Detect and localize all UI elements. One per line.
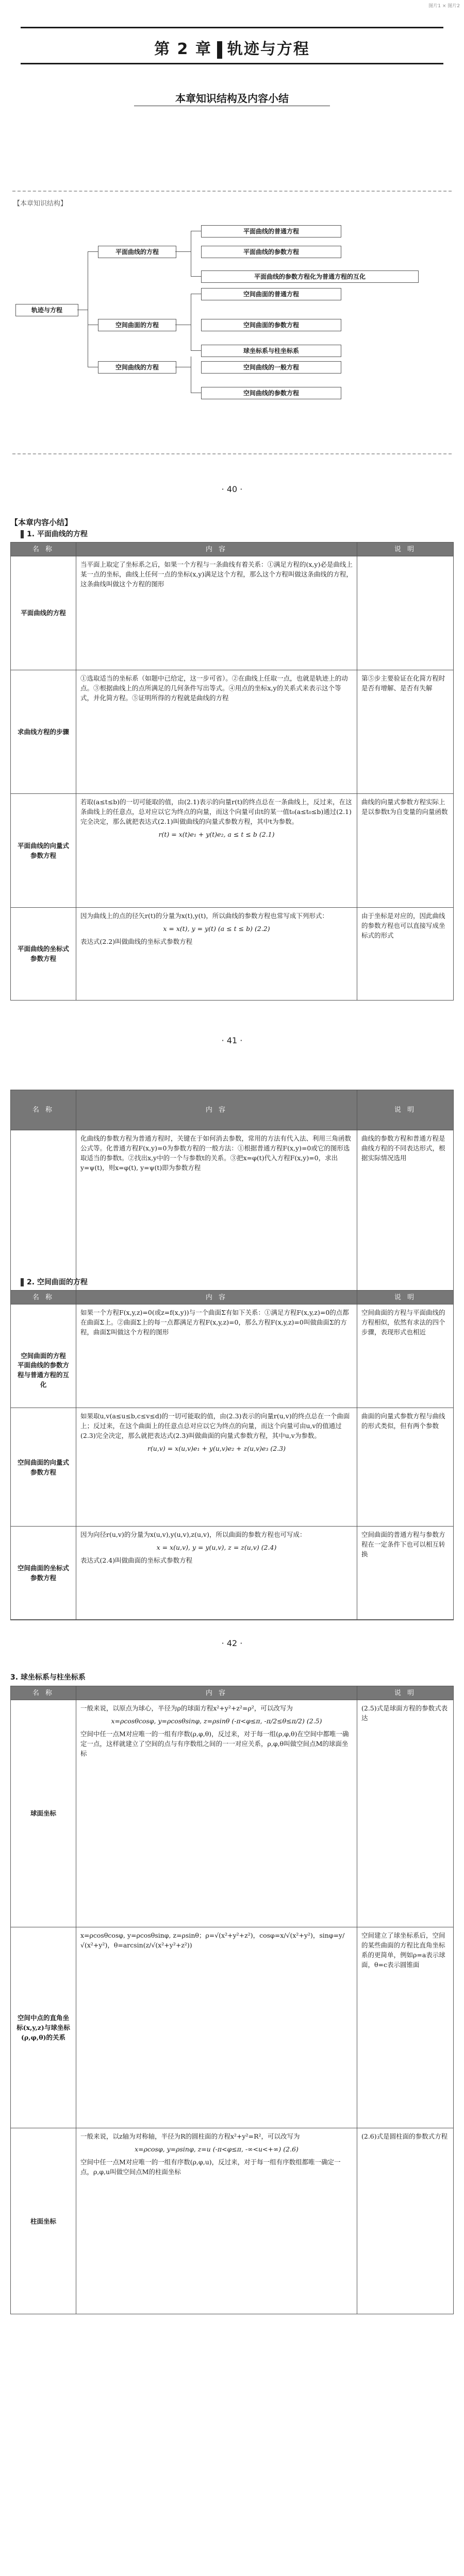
table-row xyxy=(11,670,454,794)
table-coordinates xyxy=(10,1686,454,2314)
col-content: 内 容 xyxy=(76,1090,357,1130)
col-content: 内 容 xyxy=(76,543,357,556)
table-row xyxy=(11,556,454,670)
col-note: 说 明 xyxy=(357,1686,454,1700)
col-note: 说 明 xyxy=(357,1291,454,1304)
row-content: 如果一个方程F(x,y,z)=0(或z=f(x,y))与一个曲面Σ有如下关系：①满足方程F(x,y,z)=0的点都在曲面Σ上。②曲面Σ上的每一点都满足方程F(x,y,z)=0，那么方程F(x,y,z)=0叫做曲面Σ的方程，曲面Σ叫做这个方程的图形 xyxy=(76,1304,357,1408)
tree-leaf: 球坐标系与柱坐标系 xyxy=(201,345,341,357)
chapter-top-rule xyxy=(21,27,443,28)
structure-border-bottom xyxy=(12,453,452,454)
row-note: 曲面的向量式参数方程与曲线的形式类似，但有两个参数 xyxy=(357,1408,454,1527)
row-name: 球面坐标 xyxy=(11,1700,76,1927)
table-row xyxy=(11,907,454,1000)
col-name: 名 称 xyxy=(11,1090,76,1130)
row-note: 曲线的向量式参数方程实际上是以参数t为自变量的向量函数 xyxy=(357,794,454,907)
row-name: 空间曲面的坐标式参数方程 xyxy=(11,1527,76,1620)
row-content xyxy=(76,1527,357,1620)
row-text: 空间中任一点M对应唯一的一组有序数(ρ,φ,u)，反过来，对于每一组有序数组都唯一确定一点，ρ,φ,u叫做空间点M的柱面坐标 xyxy=(80,2158,341,2176)
tree-level1-plane-curve: 平面曲线的方程 xyxy=(98,246,176,258)
corner-caption: 图片1 × 图片2 xyxy=(428,4,460,9)
chapter-title xyxy=(0,36,464,59)
table-plane-curve xyxy=(10,542,454,1001)
row-name: 空间曲面的向量式参数方程 xyxy=(11,1408,76,1527)
row-content xyxy=(76,1700,357,1927)
row-note: 空间曲面的普通方程与参数方程在一定条件下也可以相互转换 xyxy=(357,1527,454,1620)
row-note: 由于坐标是对应的，因此曲线的参数方程也可以直接写成坐标式的形式 xyxy=(357,907,454,1000)
col-content: 内 容 xyxy=(76,1291,357,1304)
tree-leaf: 空间曲面的参数方程 xyxy=(201,319,341,331)
tree-leaf: 平面曲线的普通方程 xyxy=(201,225,341,238)
row-content: 当平面上取定了坐标系之后，如果一个方程与一条曲线有着关系：①满足方程的(x,y)必是曲线上某一点的坐标，曲线上任何一点的坐标(x,y)满足这个方程，那么这个方程叫做这条曲线的方程，这条曲线叫做这个方程的图形 xyxy=(76,556,357,670)
section-heading: 3. 球坐标系与柱坐标系 xyxy=(10,1673,86,1682)
row-content xyxy=(76,2128,357,2314)
tree-leaf: 平面曲线的参数方程 xyxy=(201,246,341,258)
chapter-number: 第 2 章 xyxy=(154,40,212,58)
row-content xyxy=(76,907,357,1000)
section-bar-icon xyxy=(21,530,24,538)
row-content: ①选取适当的坐标系（如题中已给定，这一步可省）。②在曲线上任取一点，也就是轨迹上的动点。③根据曲线上的点所满足的几何条件写出等式。④用点的坐标x,y的关系式来表示这个等式，并化简方程。⑤证明所得的方程就是曲线的方程 xyxy=(76,670,357,794)
tree-connector xyxy=(191,276,201,277)
row-note: 空间曲面的方程与平面曲线的方程相似，依然有求法的四个步骤，表现形式也相近 xyxy=(357,1304,454,1408)
row-content: 化曲线的参数方程为普通方程时，关键在于如何消去参数，常用的方法有代入法、利用三角函数公式等。化普通方程F(x,y)=0为参数方程的一般方法：①根据普通方程F(x,y)=0或它的图形选取适当的参数t。②找出x,y中的一个与参数t的关系。③把x=φ(t)代入方程F(x,y)=0，求出y=ψ(t)，则x=φ(t), y=ψ(t)即为参数方程 xyxy=(76,1130,357,1620)
tree-leaf: 空间曲线的参数方程 xyxy=(201,387,341,399)
row-name: 求曲线方程的步骤 xyxy=(11,670,76,794)
page-number: · 42 · xyxy=(221,1638,243,1648)
section-bar-icon xyxy=(21,1278,24,1286)
row-text: 表达式(2.2)叫做曲线的坐标式参数方程 xyxy=(80,937,193,945)
formula: x = x(t), y = y(t) (a ≤ t ≤ b) (2.2) xyxy=(163,924,270,933)
row-name: 平面曲线的坐标式参数方程 xyxy=(11,907,76,1000)
table-row xyxy=(11,1527,454,1620)
table-row xyxy=(11,2128,454,2314)
row-text: 空间中任一点M对应唯一的一组有序数(ρ,φ,θ)，反过来，对于每一组(ρ,φ,θ)在空间中都唯一确定一点，这样就建立了空间的点与有序数组之间的一一对应关系，ρ,φ,θ叫做空间点M的球面坐标 xyxy=(80,1730,349,1758)
tree-connector xyxy=(175,251,191,252)
tree-level1-space-curve: 空间曲线的方程 xyxy=(98,361,176,374)
table-row xyxy=(11,1408,454,1527)
tree-connector xyxy=(191,350,201,351)
row-content xyxy=(76,794,357,907)
table-row xyxy=(11,1700,454,1927)
chapter-bar-icon xyxy=(217,41,222,59)
row-note: (2.6)式是圆柱面的参数式方程 xyxy=(357,2128,454,2314)
formula: x = x(u,v), y = y(u,v), z = z(u,v) (2.4) xyxy=(156,1544,277,1552)
row-name: 空间曲面的方程 xyxy=(11,1304,76,1408)
row-note: 第⑤步主要验证在化简方程时是否有增解、是否有失解 xyxy=(357,670,454,794)
row-note: (2.5)式是球面方程的参数式表达 xyxy=(357,1700,454,1927)
chapter-name: 轨迹与方程 xyxy=(227,40,310,58)
table-row xyxy=(11,1927,454,2128)
page-number: · 40 · xyxy=(221,484,243,494)
page-number: · 41 · xyxy=(221,1036,243,1045)
row-name: 平面曲线的方程 xyxy=(11,556,76,670)
content-summary-label: 【本章内容小结】 xyxy=(10,518,73,527)
table-row xyxy=(11,1304,454,1408)
row-note: 曲线的参数方程和普通方程是曲线方程的不同表达形式，根据实际情况选用 xyxy=(357,1130,454,1620)
section-heading: 1. 平面曲线的方程 xyxy=(21,529,88,539)
row-text: 如果取u,v(a≤u≤b,c≤v≤d)的一切可能取的值，由(2.3)表示的向量r(u,v)的终点总在一个曲面上；反过来，在这个曲面上的任意点总对应以它为终点的向量，而这个向量可由u,v的值通过(2.3)完全决定，那么就把表达式(2.3)叫做曲面的向量式参数方程，其中u,v为参数。 xyxy=(80,1412,350,1439)
formula: r(t) = x(t)e₁ + y(t)e₂, a ≤ t ≤ b (2.1) xyxy=(158,831,275,839)
row-text: 因为曲线上的点的径矢r(t)的分量为x(t),y(t)，所以曲线的参数方程也常写成下列形式： xyxy=(80,911,328,920)
tree-root: 轨迹与方程 xyxy=(15,304,78,316)
row-text: 表达式(2.4)叫做曲面的坐标式参数方程 xyxy=(80,1556,193,1565)
col-name: 名 称 xyxy=(11,543,76,556)
formula: r(u,v) = x(u,v)e₁ + y(u,v)e₂ + z(u,v)e₃ (2.3) xyxy=(147,1444,286,1452)
table-row xyxy=(11,794,454,907)
chapter-bottom-rule xyxy=(21,63,443,64)
row-text: 若取(a≤t≤b)的一切可能取的值，由(2.1)表示的向量r(t)的终点总在一条曲线上，反过来，在这条曲线上的任意点，总对应以它为终点的向量，而这个向量可由t的某一值t₀(a≤t₀≤b)通过(2.1)完全决定，那么就把表达式(2.1)叫做曲线的向量式参数方程，其中t为参数。 xyxy=(80,798,352,826)
table-surface xyxy=(10,1290,454,1620)
col-name: 名 称 xyxy=(11,1686,76,1700)
tree-leaf: 空间曲线的一般方程 xyxy=(201,361,341,374)
tree-connector xyxy=(88,251,98,252)
row-content: x=ρcosθcosφ, y=ρcosθsinφ, z=ρsinθ；ρ=√(x²+y²+z²)，cosφ=x/√(x²+y²)，sinφ=y/√(x²+y²)，θ=arcsin(z/√(x²+y²+z²)) xyxy=(76,1927,357,2128)
col-note: 说 明 xyxy=(357,1090,454,1130)
col-content: 内 容 xyxy=(76,1686,357,1700)
summary-title: 本章知识结构及内容小结 xyxy=(175,92,289,105)
row-note: 空间建立了球坐标系后，空间的某些曲面的方程比直角坐标系的更简单，例如ρ=a表示球面，θ=c表示圆锥面 xyxy=(357,1927,454,2128)
row-note xyxy=(357,556,454,670)
formula: x=ρcosφ, y=ρsinφ, z=u (-π<φ≤π, -∞<u<+∞) (2.6) xyxy=(135,2145,299,2154)
formula: x=ρcosθcosφ, y=ρcosθsinφ, z=ρsinθ (-π<φ≤π, -π/2≤θ≤π/2) (2.5) xyxy=(111,1717,322,1725)
row-name: 空间中点的直角坐标(x,y,z)与球坐标(ρ,φ,θ)的关系 xyxy=(11,1927,76,2128)
row-name: 平面曲线的向量式参数方程 xyxy=(11,794,76,907)
row-text: 一般来说，以z轴为对称轴，半径为R的圆柱面的方程x²+y²=R²，可以改写为 xyxy=(80,2132,300,2141)
row-content xyxy=(76,1408,357,1527)
col-note: 说 明 xyxy=(357,543,454,556)
structure-border-top xyxy=(12,191,452,192)
row-text: 一般来说，以原点为球心，半径为ρ的球面方程x²+y²+z²=ρ²，可以改写为 xyxy=(80,1704,293,1713)
row-name: 平面曲线的参数方程与普通方程的互化 xyxy=(11,1130,76,1620)
section-heading: 2. 空间曲面的方程 xyxy=(21,1277,88,1287)
tree-leaf: 空间曲面的普通方程 xyxy=(201,288,341,300)
col-name: 名 称 xyxy=(11,1291,76,1304)
row-text: 因为向径r(u,v)的分量为x(u,v),y(u,v),z(u,v)，所以曲面的参数方程也可写成： xyxy=(80,1531,306,1539)
row-name: 柱面坐标 xyxy=(11,2128,76,2314)
tree-leaf: 平面曲线的参数方程化为普通方程的互化 xyxy=(201,270,419,283)
structure-label: 【本章知识结构】 xyxy=(13,200,68,208)
tree-level1-surface: 空间曲面的方程 xyxy=(98,319,176,331)
